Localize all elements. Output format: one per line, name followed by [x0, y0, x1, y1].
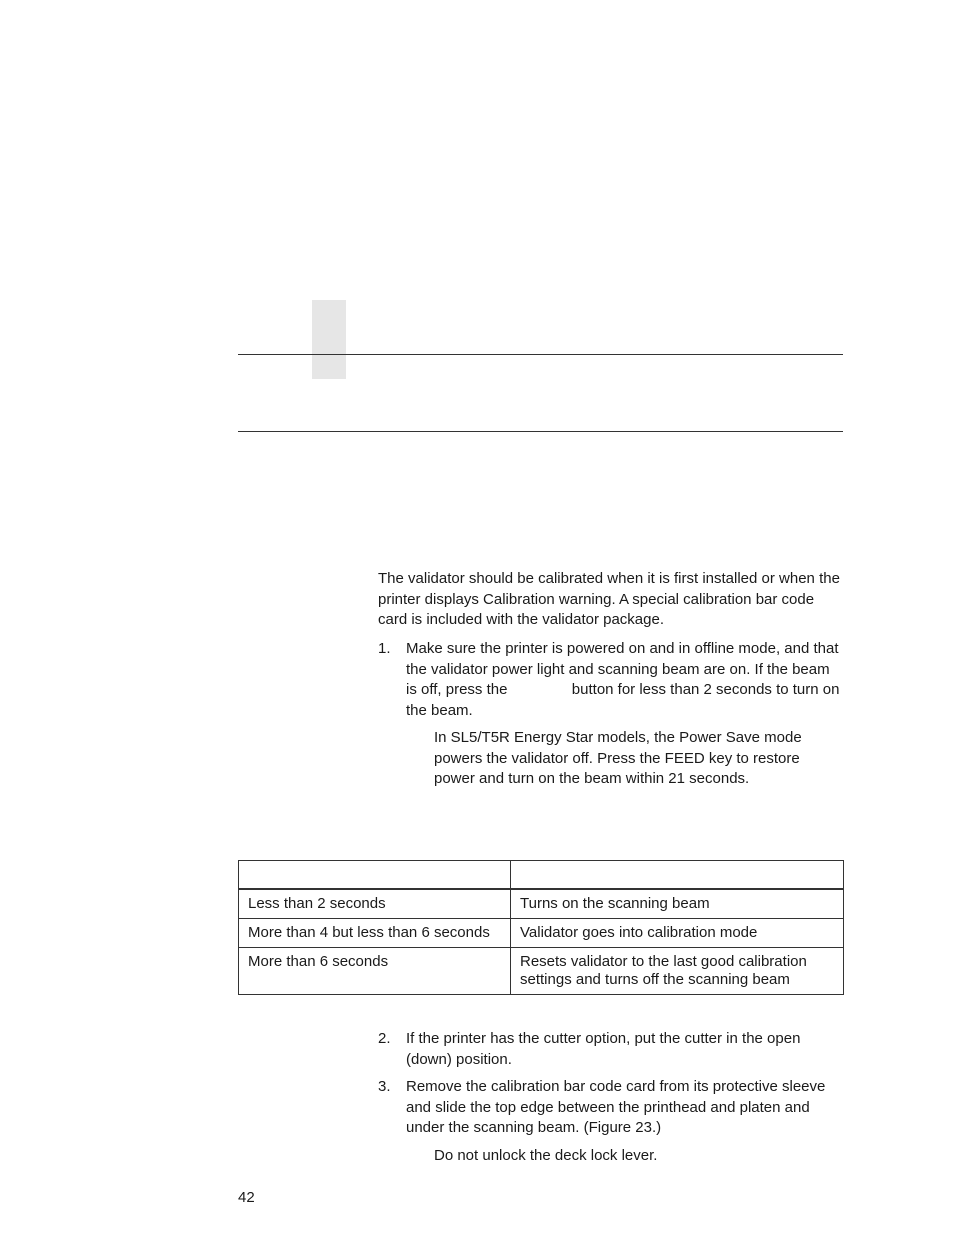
step-1-number: 1.: [378, 640, 391, 657]
table-row: [239, 919, 844, 948]
step-1-text-before: Make sure the printer is powered on and in offline mode, and that the validator power light and scanning beam are on. If the beam is off, press the: [406, 640, 839, 698]
table-header-cell-2: [511, 861, 844, 890]
result-cell: Resets validator to the last good calibration settings and turns off the scanning beam: [511, 948, 844, 995]
chapter-tab: [312, 300, 346, 379]
step-3-note: Do not unlock the deck lock lever.: [434, 1147, 658, 1164]
page-number: 42: [238, 1189, 255, 1206]
result-cell: Validator goes into calibration mode: [511, 919, 844, 948]
step-3-number: 3.: [378, 1078, 391, 1095]
table-row: [239, 889, 844, 919]
header-rule-bottom: [238, 431, 843, 432]
intro-paragraph: The validator should be calibrated when it is first installed or when the printer displays Calibration warning. A special calibration bar code card is included with the validator package.: [378, 570, 840, 628]
duration-cell: More than 4 but less than 6 seconds: [239, 919, 511, 948]
table-row: [239, 948, 844, 995]
table-header-row: [239, 861, 844, 890]
step-2-number: 2.: [378, 1030, 391, 1047]
step-2-text: If the printer has the cutter option, put the cutter in the open (down) position.: [406, 1030, 801, 1068]
step-1-text-after: button for less than 2 seconds to turn on the beam.: [406, 681, 840, 719]
step-1-note: In SL5/T5R Energy Star models, the Power Save mode powers the validator off. Press the FEED key to restore power and turn on the beam within 21 seconds.: [434, 729, 802, 787]
table-header-cell-1: [239, 861, 511, 890]
result-cell: Turns on the scanning beam: [511, 889, 844, 919]
header-rule-top: [238, 354, 843, 355]
step-1-text: [406, 639, 840, 721]
button-timing-table: [238, 860, 844, 995]
duration-cell: More than 6 seconds: [239, 948, 511, 995]
step-3-text: Remove the calibration bar code card from its protective sleeve and slide the top edge between the printhead and platen and under the scanning beam. (Figure 23.): [406, 1078, 826, 1136]
duration-cell: Less than 2 seconds: [239, 889, 511, 919]
